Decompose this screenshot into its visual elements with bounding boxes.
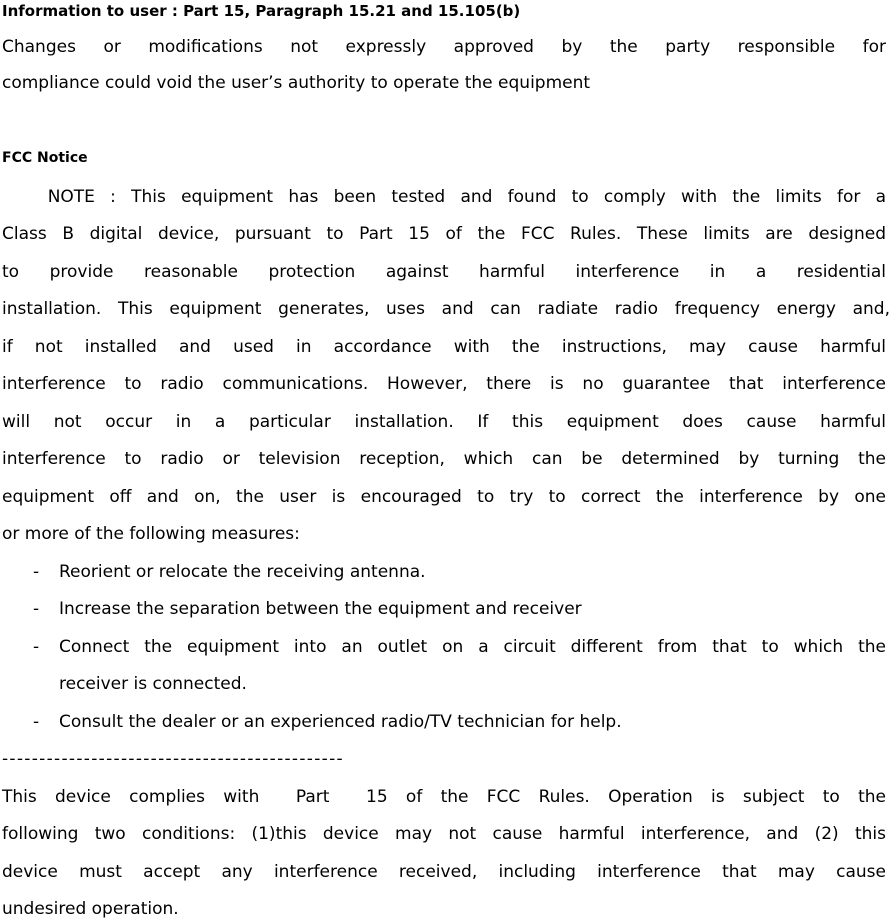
paragraph-line: installation. This equipment generates, uses and can radiate radio frequency energy and,	[2, 299, 890, 319]
paragraph-line: equipment off and on, the user is encouraged to try to correct the interference by one	[2, 487, 886, 507]
paragraph-line: device must accept any interference received, including interference that may cause	[2, 862, 886, 882]
paragraph-line: if not installed and used in accordance with the instructions, may cause harmful	[2, 337, 886, 357]
bullet-dash: -	[33, 562, 40, 582]
bullet-dash: -	[33, 599, 40, 619]
bullet-dash: -	[33, 637, 40, 657]
list-item-text: Consult the dealer or an experienced radio/TV technician for help.	[59, 712, 622, 732]
paragraph-line: or more of the following measures:	[2, 524, 300, 544]
list-item-text-continued: receiver is connected.	[59, 674, 247, 694]
section-title-information-to-user: Information to user : Part 15, Paragraph 15.21 and 15.105(b)	[2, 2, 521, 20]
paragraph-line: Changes or modifications not expressly approved by the party responsible for	[2, 37, 886, 57]
list-item-text: Connect the equipment into an outlet on a circuit different from that to which the	[59, 637, 886, 657]
paragraph-line: interference to radio communications. However, there is no guarantee that interference	[2, 374, 886, 394]
paragraph-line: NOTE : This equipment has been tested and found to comply with the limits for a	[2, 187, 886, 207]
list-item-text: Increase the separation between the equipment and receiver	[59, 599, 582, 619]
paragraph-line: Class B digital device, pursuant to Part 15 of the FCC Rules. These limits are designed	[2, 224, 886, 244]
paragraph-line: will not occur in a particular installation. If this equipment does cause harmful	[2, 412, 886, 432]
paragraph-line: following two conditions: (1)this device may not cause harmful interference, and (2) this	[2, 824, 886, 844]
dashed-separator: ----------------------------------------------	[2, 749, 344, 769]
paragraph-line: compliance could void the user’s authority to operate the equipment	[2, 73, 591, 93]
paragraph-line: to provide reasonable protection against harmful interference in a residential	[2, 262, 886, 282]
list-item-text: Reorient or relocate the receiving antenna.	[59, 562, 426, 582]
paragraph-line: undesired operation.	[2, 899, 179, 919]
bullet-dash: -	[33, 712, 40, 732]
section-title-fcc-notice: FCC Notice	[2, 150, 88, 166]
paragraph-line: interference to radio or television reception, which can be determined by turning the	[2, 449, 886, 469]
paragraph-line: This device complies with Part 15 of the FCC Rules. Operation is subject to the	[2, 787, 886, 807]
